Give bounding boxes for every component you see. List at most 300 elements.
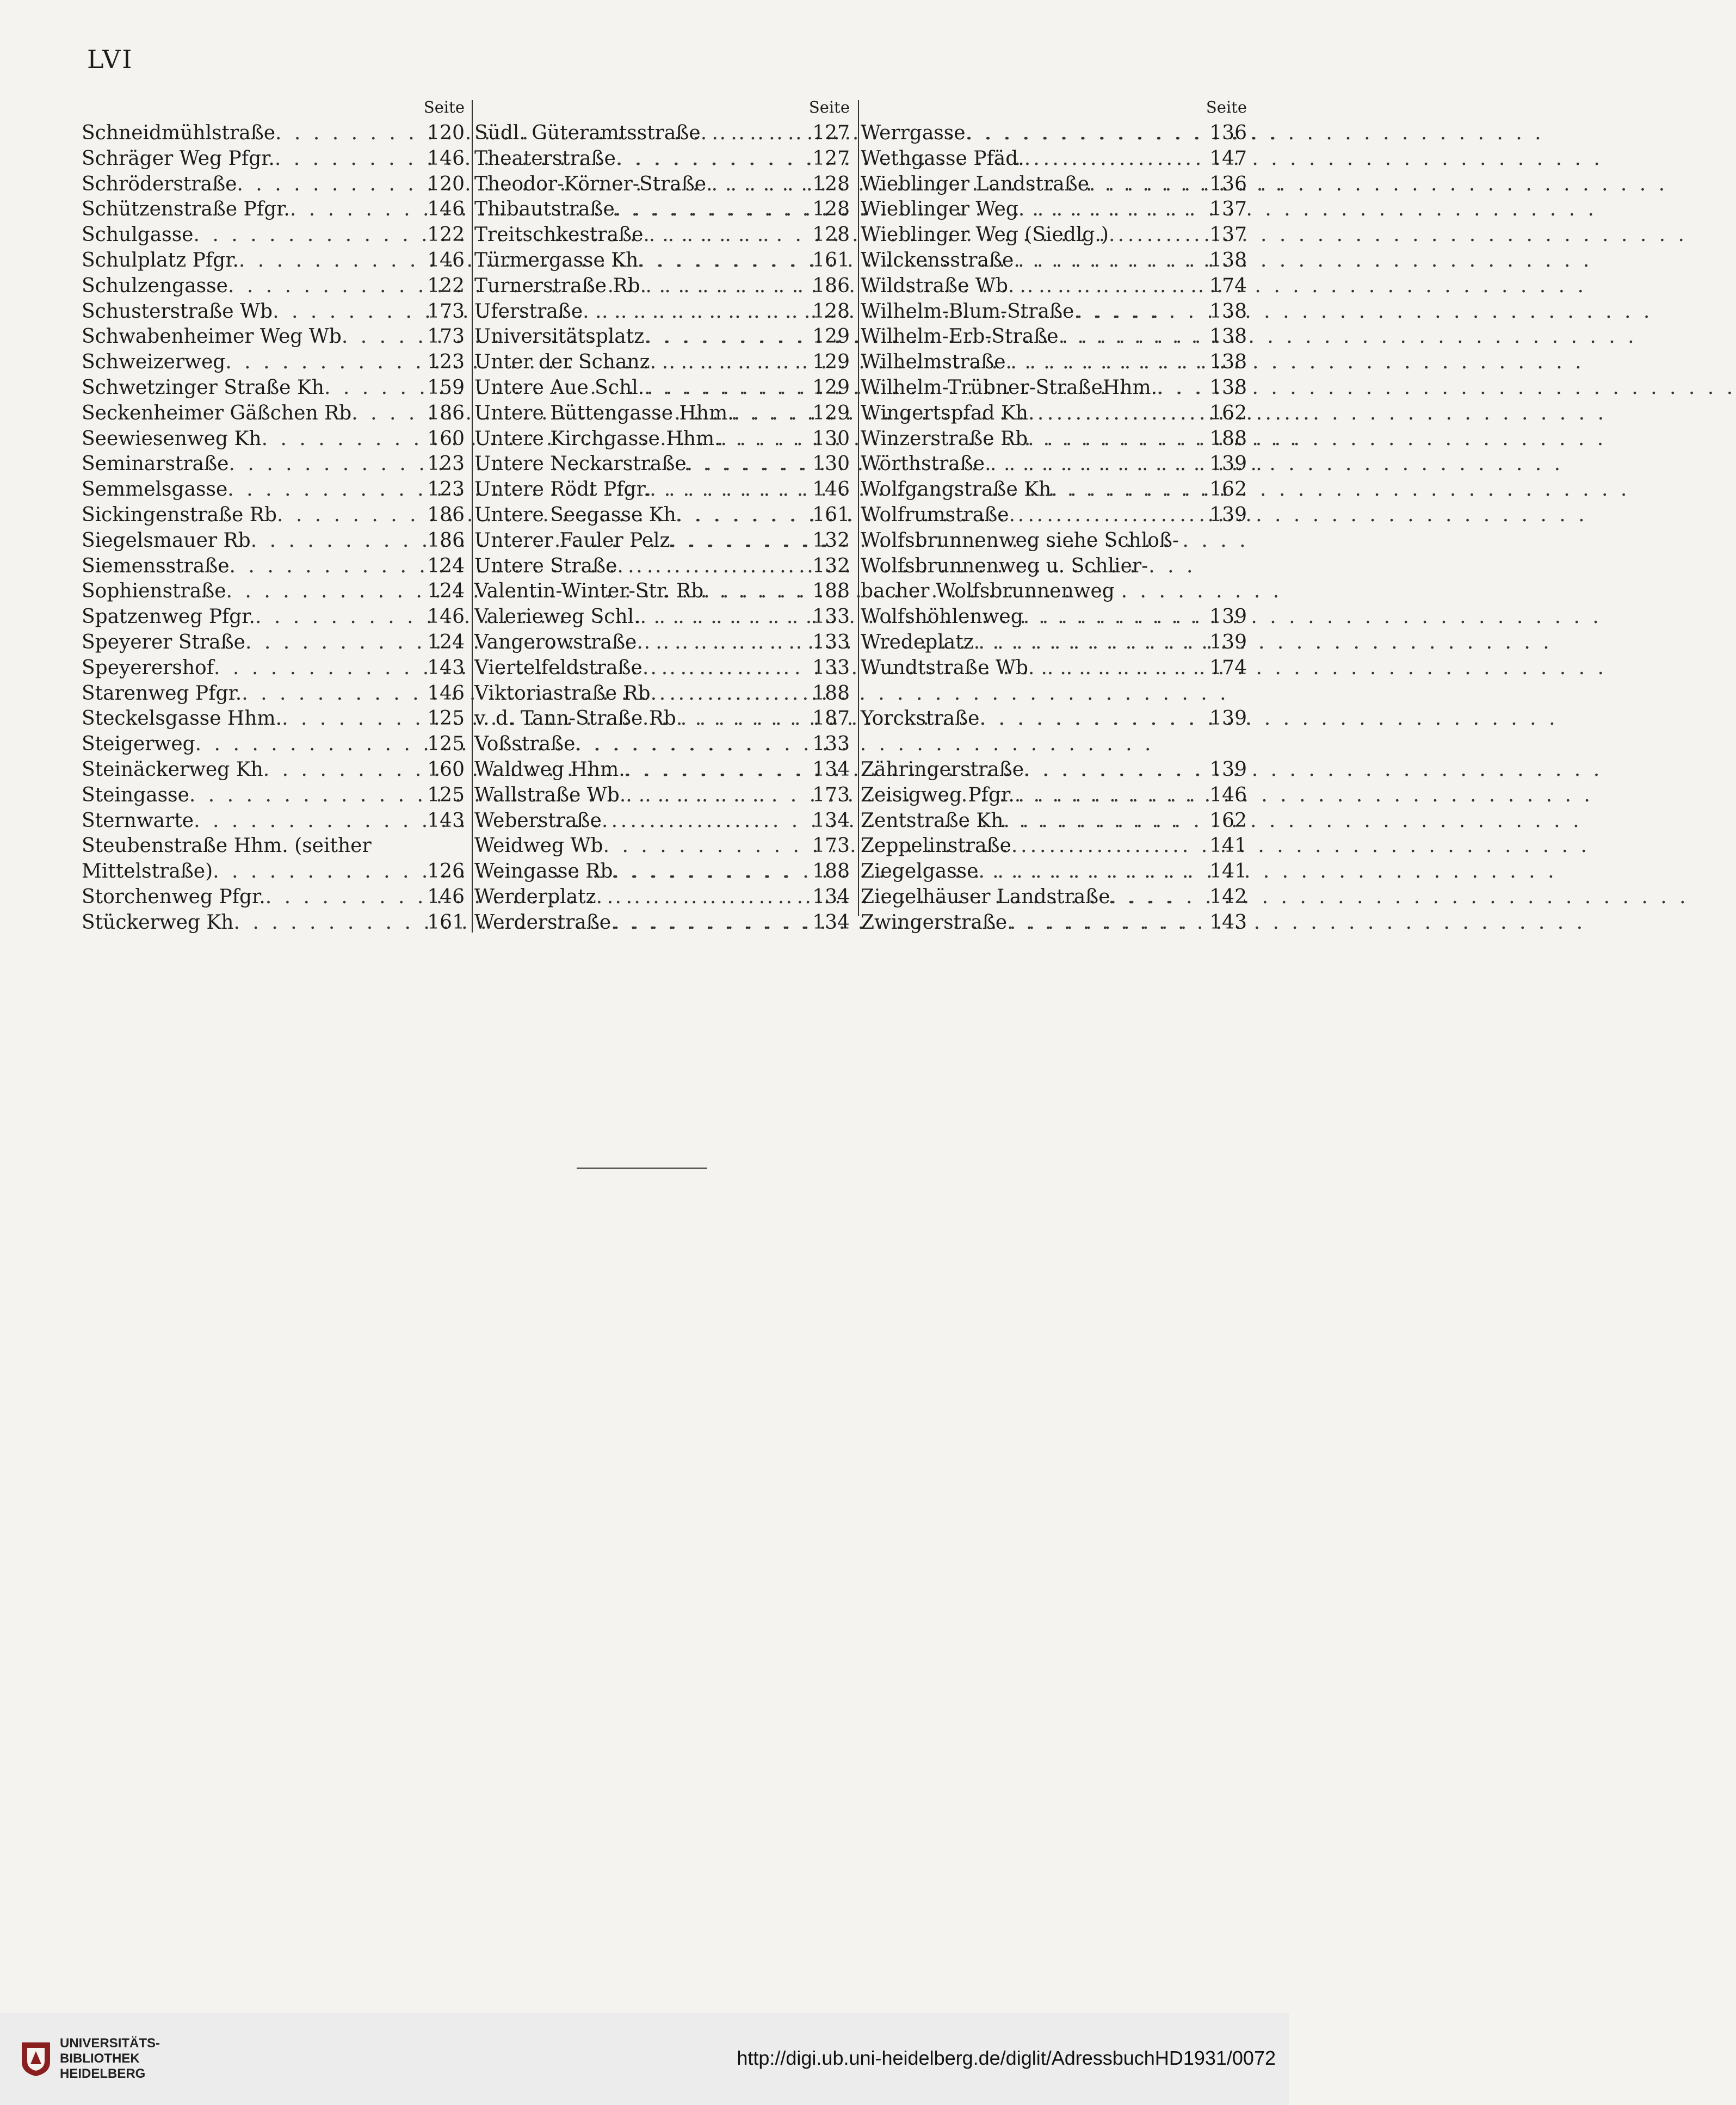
dot-leader (620, 783, 809, 808)
dot-leader (670, 528, 810, 554)
index-entry (474, 452, 854, 477)
dot-leader (644, 375, 809, 401)
index-entry (82, 783, 469, 808)
street-name: Schräger Weg Pfgr. (82, 147, 275, 170)
dot-leader (1024, 757, 1206, 783)
page-reference: 143 (427, 656, 465, 679)
dot-leader (255, 604, 424, 630)
index-entry (82, 427, 469, 452)
index-entry (474, 197, 854, 223)
dot-leader (978, 859, 1206, 885)
page-reference: 142 (1209, 885, 1247, 908)
street-name: Wilhelm-Blum-Straße (861, 300, 1074, 323)
dot-leader (625, 757, 810, 783)
street-name: Zeisigweg Pfgr. (861, 783, 1015, 806)
index-entry (861, 681, 1251, 707)
street-name: Seewiesenweg Kh (82, 427, 262, 450)
index-entry (861, 427, 1251, 452)
page-reference: 120 (427, 172, 465, 195)
dot-leader (734, 401, 810, 427)
street-name: Zwingerstraße (861, 911, 1008, 934)
dot-leader (650, 350, 810, 375)
page-reference: 138 (1209, 376, 1247, 399)
page-reference: 139 (1209, 707, 1247, 730)
dot-leader (1074, 299, 1206, 325)
page-reference: 139 (1209, 453, 1247, 476)
index-entry (82, 910, 469, 936)
dot-leader (721, 427, 810, 452)
index-entry (474, 324, 854, 350)
index-entry (474, 630, 854, 656)
index-entry (82, 656, 469, 681)
index-column-3 (861, 94, 1251, 934)
page-reference: 146 (427, 249, 465, 271)
index-entry (82, 859, 469, 885)
index-entry (861, 910, 1251, 936)
page-reference: 123 (427, 453, 465, 476)
index-entry (474, 656, 854, 681)
street-name: Speyerershof (82, 656, 214, 679)
dot-leader (1023, 604, 1207, 630)
street-name: Ziegelhäuser Landstraße (861, 885, 1110, 908)
index-entry (474, 732, 854, 757)
street-name: Universitätsplatz (474, 325, 645, 348)
dot-leader (701, 121, 810, 146)
street-name: Schröderstraße (82, 172, 237, 195)
index-entry (861, 757, 1251, 783)
index-entry (82, 452, 469, 477)
index-entry (861, 299, 1251, 325)
index-entry (82, 604, 469, 630)
dot-leader (1109, 223, 1206, 248)
page-reference: 146 (427, 606, 465, 628)
street-name: Schulgasse (82, 224, 194, 246)
page-reference: 161 (812, 249, 850, 271)
index-entry (82, 223, 469, 248)
dot-leader (228, 274, 424, 299)
index-entry (474, 859, 854, 885)
index-entry (474, 146, 854, 172)
index-entry (861, 706, 1251, 732)
page-reference: 133 (812, 733, 850, 756)
index-entry (82, 197, 469, 223)
index-entry (861, 604, 1251, 630)
dot-leader (1051, 477, 1206, 503)
dot-leader (1028, 656, 1206, 681)
street-index (82, 94, 1251, 948)
page-reference: 133 (812, 656, 850, 679)
page-reference: 188 (1209, 427, 1247, 450)
dot-leader (650, 477, 809, 503)
street-name: Weidweg Wb (474, 835, 603, 857)
street-name: Winzerstraße Rb (861, 427, 1028, 450)
street-name: Wolfshöhlenweg (861, 606, 1023, 628)
page-reference: 146 (1209, 783, 1247, 806)
dot-leader (575, 732, 809, 757)
street-name: Untere Büttengasse Hhm. (474, 402, 734, 424)
dot-leader (1011, 834, 1206, 859)
index-entry (474, 885, 854, 910)
dot-leader (1089, 172, 1206, 197)
street-name: Steckelsgasse Hhm. (82, 707, 282, 730)
page-reference: 129 (812, 351, 850, 374)
dot-leader (640, 604, 810, 630)
street-name: Wingertspfad Kh (861, 402, 1028, 424)
street-name: Siegelsmauer Rb (82, 529, 251, 552)
street-name: Sophienstraße (82, 580, 226, 603)
index-entry (474, 274, 854, 299)
page-reference: 188 (812, 580, 850, 603)
index-entry (82, 554, 469, 579)
dot-leader (226, 579, 424, 604)
page-reference: 136 (1209, 122, 1247, 144)
page-reference: 125 (427, 707, 465, 730)
page-reference: 137 (1209, 224, 1247, 246)
index-entry (861, 630, 1251, 656)
index-entry (82, 121, 469, 146)
street-name: Südl. Güteramtsstraße (474, 122, 701, 144)
page-reference: 173 (812, 835, 850, 857)
dot-leader (275, 146, 424, 172)
index-entry (861, 579, 1251, 604)
index-entry (82, 757, 469, 783)
street-name: Vangerowstraße (474, 631, 637, 653)
page-reference: 146 (812, 478, 850, 501)
street-name: Wörthstraße (861, 453, 985, 476)
index-entry (861, 401, 1251, 427)
seite-header: Seite (423, 98, 465, 116)
index-entry (474, 401, 854, 427)
index-entry (474, 604, 854, 630)
street-name: bacher Wolfsbrunnenweg (861, 580, 1115, 603)
index-entry (861, 554, 1251, 579)
page-reference: 141 (1209, 835, 1247, 857)
page-reference: 138 (1209, 249, 1247, 271)
street-name: Schulplatz Pfgr. (82, 249, 239, 271)
institution-name: UNIVERSITÄTS- BIBLIOTHEK HEIDELBERG (60, 2036, 160, 2081)
page-reference: 160 (427, 427, 465, 450)
page-reference: 129 (812, 376, 850, 399)
column-divider (472, 100, 473, 933)
index-entry (474, 375, 854, 401)
index-entry (861, 885, 1251, 910)
index-entry (474, 706, 854, 732)
page-reference: 186 (427, 529, 465, 552)
page-reference: 134 (812, 911, 850, 934)
street-name: Semmelsgasse (82, 478, 228, 501)
page-reference: 120 (427, 122, 465, 144)
index-entry (861, 146, 1251, 172)
index-entry (474, 503, 854, 528)
page-reference: 129 (812, 325, 850, 348)
page-reference: 139 (1209, 631, 1247, 653)
street-name: Wilhelm-Trübner-StraßeHhm. (861, 376, 1158, 399)
dot-leader (615, 197, 809, 223)
dot-leader (966, 121, 1207, 146)
index-entry (861, 452, 1251, 477)
dot-leader (651, 681, 810, 707)
page-reference: 141 (1209, 860, 1247, 883)
page-reference: 161 (812, 503, 850, 526)
index-entry (861, 656, 1251, 681)
dot-leader (1014, 248, 1206, 274)
index-column-1 (82, 94, 469, 934)
dot-leader (703, 579, 809, 604)
street-name: Wundtstraße Wb (861, 656, 1028, 679)
dot-leader (1006, 350, 1207, 375)
street-name: Untere Rödt Pfgr. (474, 478, 650, 501)
dot-leader (1024, 146, 1207, 172)
index-entry (861, 477, 1251, 503)
source-url[interactable]: http://digi.ub.uni-heidelberg.de/diglit/AdressbuchHD1931/0072 (737, 2047, 1276, 2069)
street-name: Valerieweg Schl. (474, 606, 640, 628)
street-name: Wolfsbrunnenweg siehe Schloß- (861, 529, 1179, 552)
street-name: Schneidmühlstraße (82, 122, 276, 144)
index-entry (861, 783, 1251, 808)
dot-leader (195, 732, 424, 757)
street-name: Steinäckerweg Kh (82, 758, 263, 781)
index-entry (82, 706, 469, 732)
street-name: Ziegelgasse (861, 860, 979, 883)
dot-leader (275, 121, 424, 146)
page-reference: 146 (427, 682, 465, 705)
street-name: Schweizerweg (82, 351, 226, 374)
page-reference: 174 (1209, 274, 1247, 297)
index-entry (861, 859, 1251, 885)
page-reference: 139 (1209, 758, 1247, 781)
page-reference: 143 (427, 809, 465, 832)
page-reference: 134 (812, 885, 850, 908)
dot-leader (342, 324, 424, 350)
page-reference: 147 (1209, 147, 1247, 170)
page-reference: 146 (427, 147, 465, 170)
street-name: Wilckensstraße (861, 249, 1014, 271)
street-name: Viertelfeldstraße (474, 656, 642, 679)
dot-leader (265, 885, 424, 910)
index-entry (82, 528, 469, 554)
street-name: Sickingenstraße Rb (82, 503, 277, 526)
page-reference: 124 (427, 631, 465, 653)
dot-leader (263, 757, 424, 783)
seite-header: Seite (808, 98, 850, 116)
index-column-2 (474, 94, 854, 934)
page-reference: 133 (812, 606, 850, 628)
index-entry (82, 630, 469, 656)
dot-leader (194, 808, 424, 834)
street-name: Schwabenheimer Weg Wb (82, 325, 342, 348)
page-reference: 127 (812, 147, 850, 170)
index-entry (474, 427, 854, 452)
page-reference: 130 (812, 427, 850, 450)
page-reference: 173 (427, 325, 465, 348)
street-name: Werderplatz (474, 885, 596, 908)
page-reference: 128 (812, 224, 850, 246)
index-entry (474, 681, 854, 707)
index-entry (82, 885, 469, 910)
street-name: Türmergasse Kh (474, 249, 639, 271)
page-reference: 129 (812, 402, 850, 424)
dot-leader (611, 910, 809, 936)
page-reference: 188 (812, 682, 850, 705)
page-reference: 160 (427, 758, 465, 781)
dot-leader (225, 350, 424, 375)
dot-leader (979, 706, 1206, 732)
street-name: Starenweg Pfgr. (82, 682, 242, 705)
street-name: Steigerweg (82, 733, 195, 756)
dot-leader (1009, 503, 1207, 528)
page-reference: 130 (812, 453, 850, 476)
street-name: Speyerer Straße (82, 631, 245, 653)
column-divider (858, 100, 859, 916)
street-name: Steubenstraße Hhm. (seither (82, 835, 372, 857)
index-entry (82, 732, 469, 757)
street-name: Schützenstraße Pfgr. (82, 198, 290, 221)
dot-leader (1003, 808, 1206, 834)
page-reference: 122 (427, 224, 465, 246)
street-name: Wieblinger Weg (861, 198, 1018, 221)
street-name: Wredeplatz (861, 631, 974, 653)
index-entry (474, 299, 854, 325)
index-entry (861, 172, 1251, 197)
street-name: Thibautstraße (474, 198, 615, 221)
page-reference: 134 (812, 809, 850, 832)
page-reference: 174 (1209, 656, 1247, 679)
dot-leader (583, 299, 809, 325)
street-name: Viktoriastraße Rb (474, 682, 651, 705)
index-entry (82, 579, 469, 604)
page-reference: 143 (1209, 911, 1247, 934)
index-entry (861, 121, 1251, 146)
page-reference: 139 (1209, 503, 1247, 526)
street-name: Weberstraße (474, 809, 602, 832)
page-reference: 186 (427, 402, 465, 424)
dot-leader (262, 427, 424, 452)
street-name: Sternwarte (82, 809, 194, 832)
index-entry (861, 732, 1251, 757)
street-name: Untere Aue Schl. (474, 376, 645, 399)
street-name: Schwetzinger Straße Kh (82, 376, 324, 399)
dot-leader (637, 630, 809, 656)
page-reference: 128 (812, 300, 850, 323)
street-name: Wolfsbrunnenweg u. Schlier- (861, 554, 1148, 577)
index-entry (474, 528, 854, 554)
street-name: Valentin-Winter-Str. Rb (474, 580, 704, 603)
dot-leader (687, 452, 810, 477)
index-entry (474, 783, 854, 808)
page-reference: 162 (1209, 478, 1247, 501)
dot-leader (213, 859, 424, 885)
index-entry (474, 757, 854, 783)
dot-leader (617, 554, 809, 579)
dot-leader (227, 477, 424, 503)
street-name: Wieblinger Weg (Siedlg.) (861, 224, 1109, 246)
dot-leader (228, 452, 424, 477)
street-name: Siemensstraße (82, 554, 230, 577)
page-number: LVI (87, 45, 134, 74)
index-entry (82, 401, 469, 427)
seite-header: Seite (1206, 98, 1247, 116)
page-reference: 161 (427, 911, 465, 934)
page-reference: 127 (812, 122, 850, 144)
page-reference: 122 (427, 274, 465, 297)
index-entry (861, 808, 1251, 834)
street-name: Wildstraße Wb (861, 274, 1008, 297)
page-reference: 132 (812, 554, 850, 577)
dot-leader (642, 656, 809, 681)
dot-leader (640, 274, 810, 299)
dot-leader (290, 197, 424, 223)
page-reference: 138 (1209, 351, 1247, 374)
street-name: Wolfrumstraße (861, 503, 1009, 526)
street-name: Treitschkestraße (474, 224, 644, 246)
street-name: Untere Seegasse Kh (474, 503, 676, 526)
street-name: Werrgasse (861, 122, 966, 144)
street-name: Mittelstraße) (82, 860, 213, 883)
dot-leader (230, 554, 424, 579)
dot-leader (1018, 197, 1206, 223)
dot-leader (974, 630, 1207, 656)
street-name: Wilhelm-Erb-Straße (861, 325, 1059, 348)
footer-bar (0, 2013, 1289, 2105)
street-name: Seckenheimer Gäßchen Rb (82, 402, 352, 424)
page-reference: 186 (427, 503, 465, 526)
street-name: Wallstraße Wb (474, 783, 620, 806)
street-name: Wolfgangstraße Kh (861, 478, 1052, 501)
street-name: Seminarstraße (82, 453, 229, 476)
street-name: Steingasse (82, 783, 189, 806)
page-reference: 159 (427, 376, 465, 399)
index-entry (82, 834, 469, 859)
dot-leader (239, 248, 424, 274)
dot-leader (676, 706, 809, 732)
index-entry (82, 324, 469, 350)
page-reference: 187 (812, 707, 850, 730)
dot-leader (277, 503, 424, 528)
dot-leader (596, 885, 810, 910)
university-seal-icon (20, 2040, 52, 2077)
street-name: Theaterstraße (474, 147, 616, 170)
street-name: Zentstraße Kh (861, 809, 1004, 832)
street-name: Turnerstraße Rb (474, 274, 640, 297)
index-entry (861, 528, 1251, 554)
page-reference: 123 (427, 351, 465, 374)
page-reference: 132 (812, 529, 850, 552)
index-entry (861, 223, 1251, 248)
index-entry (82, 299, 469, 325)
index-entry (861, 248, 1251, 274)
dot-leader (602, 808, 809, 834)
dot-leader (1110, 885, 1207, 910)
dot-leader (245, 630, 424, 656)
index-entry (474, 172, 854, 197)
index-entry (861, 503, 1251, 528)
dot-leader (1007, 910, 1206, 936)
index-entry (82, 274, 469, 299)
street-name: Theodor-Körner-Straße (474, 172, 707, 195)
page-reference: 139 (1209, 606, 1247, 628)
street-name: Schusterstraße Wb (82, 300, 273, 323)
street-name: Voßstraße (474, 733, 576, 756)
dot-leader (234, 910, 424, 936)
page-reference: 188 (812, 860, 850, 883)
dot-leader (616, 146, 809, 172)
index-entry (474, 834, 854, 859)
dot-leader (1028, 427, 1206, 452)
street-name: Zeppelinstraße (861, 835, 1011, 857)
page-reference: 123 (427, 478, 465, 501)
page-reference: 138 (1209, 300, 1247, 323)
dot-leader (1015, 783, 1207, 808)
